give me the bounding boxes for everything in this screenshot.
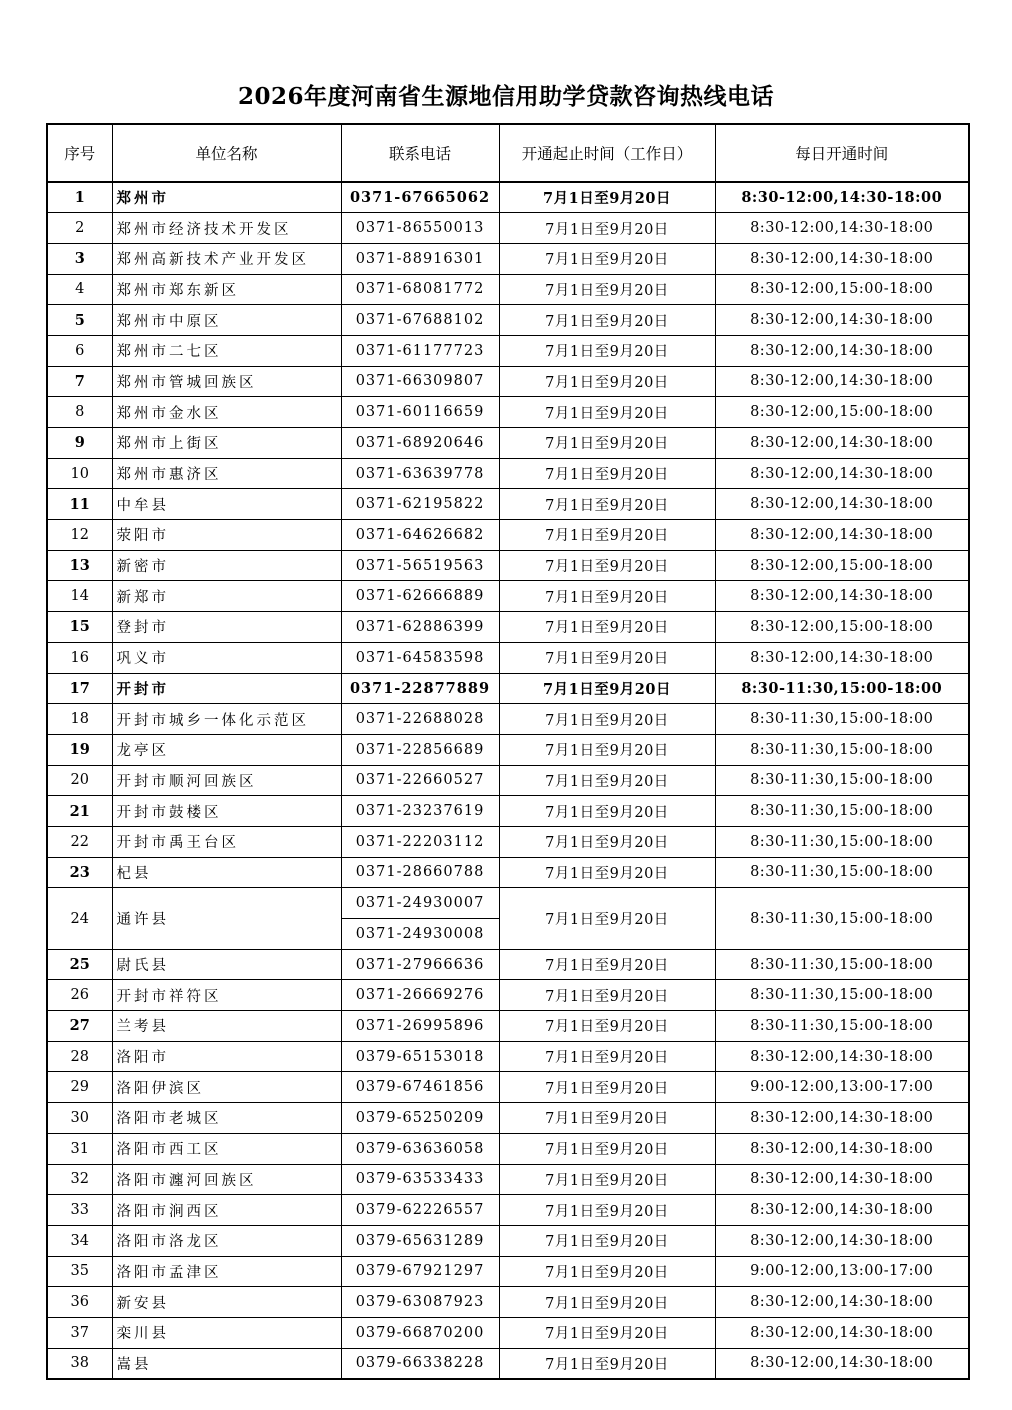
row-daily-hours: 9:00-12:00,13:00-17:00 [715,1256,969,1287]
row-seq: 7 [47,366,112,397]
row-daily-hours: 8:30-12:00,14:30-18:00 [715,458,969,489]
table-row [47,458,969,489]
row-phone: 0379-67461856 [341,1072,499,1103]
row-unit-name: 郑州市惠济区 [112,458,341,489]
row-phone: 0379-63533433 [341,1164,499,1195]
row-phone: 0371-60116659 [341,397,499,428]
row-seq: 36 [47,1287,112,1318]
row-phone: 0379-62226557 [341,1195,499,1226]
row-seq: 12 [47,520,112,551]
row-unit-name: 郑州市郑东新区 [112,274,341,305]
row-daily-hours: 8:30-12:00,15:00-18:00 [715,612,969,643]
row-unit-name: 开封市顺河回族区 [112,765,341,796]
row-period: 7月1日至9月20日 [499,397,715,428]
row-phone: 0379-63087923 [341,1287,499,1318]
table-row [47,1133,969,1164]
row-unit-name: 龙亭区 [112,734,341,765]
row-seq: 32 [47,1164,112,1195]
table-row [47,1164,969,1195]
table-row [47,1317,969,1348]
table-row [47,581,969,612]
table-row [47,888,969,919]
row-phone: 0371-68081772 [341,274,499,305]
row-period: 7月1日至9月20日 [499,1164,715,1195]
row-period: 7月1日至9月20日 [499,428,715,459]
row-daily-hours: 8:30-12:00,14:30-18:00 [715,1164,969,1195]
table-row [47,704,969,735]
row-daily-hours: 8:30-12:00,15:00-18:00 [715,397,969,428]
row-unit-name: 杞县 [112,857,341,888]
table-row [47,397,969,428]
row-daily-hours: 8:30-12:00,14:30-18:00 [715,1195,969,1226]
row-daily-hours: 8:30-12:00,14:30-18:00 [715,581,969,612]
table-row [47,1072,969,1103]
row-period: 7月1日至9月20日 [499,213,715,244]
row-seq: 4 [47,274,112,305]
row-phone: 0379-63636058 [341,1133,499,1164]
row-daily-hours: 8:30-11:30,15:00-18:00 [715,796,969,827]
row-seq: 33 [47,1195,112,1226]
table-row [47,182,969,213]
row-daily-hours: 8:30-11:30,15:00-18:00 [715,765,969,796]
row-phone: 0379-65631289 [341,1225,499,1256]
hotline-table [46,123,970,1380]
row-period: 7月1日至9月20日 [499,243,715,274]
table-row [47,305,969,336]
table-row [47,428,969,459]
row-unit-name: 洛阳市西工区 [112,1133,341,1164]
row-daily-hours: 8:30-12:00,14:30-18:00 [715,1103,969,1134]
row-seq: 28 [47,1041,112,1072]
row-unit-name: 开封市禹王台区 [112,826,341,857]
row-period: 7月1日至9月20日 [499,366,715,397]
row-daily-hours: 8:30-11:30,15:00-18:00 [715,857,969,888]
row-daily-hours: 8:30-12:00,14:30-18:00 [715,1317,969,1348]
table-row [47,980,969,1011]
row-phone: 0379-65153018 [341,1041,499,1072]
row-daily-hours: 8:30-12:00,14:30-18:00 [715,1287,969,1318]
table-row [47,857,969,888]
row-seq: 8 [47,397,112,428]
row-period: 7月1日至9月20日 [499,1348,715,1379]
row-daily-hours: 8:30-12:00,14:30-18:00 [715,213,969,244]
row-unit-name: 洛阳市老城区 [112,1103,341,1134]
row-phone: 0371-26995896 [341,1011,499,1042]
row-unit-name: 郑州市二七区 [112,335,341,366]
row-seq: 10 [47,458,112,489]
row-phone: 0371-62666889 [341,581,499,612]
row-unit-name: 嵩县 [112,1348,341,1379]
row-unit-name: 郑州高新技术产业开发区 [112,243,341,274]
row-period: 7月1日至9月20日 [499,1072,715,1103]
row-period: 7月1日至9月20日 [499,305,715,336]
row-daily-hours: 9:00-12:00,13:00-17:00 [715,1072,969,1103]
row-daily-hours: 8:30-11:30,15:00-18:00 [715,673,969,704]
row-seq: 35 [47,1256,112,1287]
row-phone: 0371-61177723 [341,335,499,366]
row-daily-hours: 8:30-12:00,14:30-18:00 [715,1348,969,1379]
row-phone: 0371-28660788 [341,857,499,888]
table-row [47,949,969,980]
row-unit-name: 新密市 [112,550,341,581]
row-phone: 0379-66338228 [341,1348,499,1379]
row-seq: 25 [47,949,112,980]
row-seq: 17 [47,673,112,704]
table-row [47,1195,969,1226]
row-daily-hours: 8:30-12:00,14:30-18:00 [715,243,969,274]
row-seq: 6 [47,335,112,366]
row-unit-name: 郑州市管城回族区 [112,366,341,397]
table-row [47,612,969,643]
row-unit-name: 洛阳市洛龙区 [112,1225,341,1256]
table-body [47,182,969,1379]
row-period: 7月1日至9月20日 [499,274,715,305]
header-daily-hours: 每日开通时间 [715,124,969,182]
row-unit-name: 开封市 [112,673,341,704]
row-unit-name: 巩义市 [112,642,341,673]
row-daily-hours: 8:30-11:30,15:00-18:00 [715,734,969,765]
row-seq: 16 [47,642,112,673]
row-unit-name: 郑州市金水区 [112,397,341,428]
row-phone: 0371-26669276 [341,980,499,1011]
row-unit-name: 郑州市经济技术开发区 [112,213,341,244]
row-daily-hours: 8:30-11:30,15:00-18:00 [715,704,969,735]
table-row [47,489,969,520]
row-daily-hours: 8:30-12:00,14:30-18:00 [715,182,969,213]
table-row [47,1103,969,1134]
row-seq: 9 [47,428,112,459]
row-seq: 27 [47,1011,112,1042]
row-unit-name: 开封市鼓楼区 [112,796,341,827]
row-unit-name: 洛阳伊滨区 [112,1072,341,1103]
row-period: 7月1日至9月20日 [499,1011,715,1042]
row-daily-hours: 8:30-12:00,14:30-18:00 [715,1133,969,1164]
table-row [47,366,969,397]
table-row [47,243,969,274]
row-daily-hours: 8:30-11:30,15:00-18:00 [715,1011,969,1042]
row-period: 7月1日至9月20日 [499,765,715,796]
row-phone: 0371-62886399 [341,612,499,643]
row-unit-name: 郑州市中原区 [112,305,341,336]
row-phone: 0371-62195822 [341,489,499,520]
table-header-row [47,124,969,182]
row-period: 7月1日至9月20日 [499,182,715,213]
row-period: 7月1日至9月20日 [499,1317,715,1348]
row-period: 7月1日至9月20日 [499,673,715,704]
row-phone: 0371-22660527 [341,765,499,796]
row-phone: 0371-24930008 [341,919,499,950]
row-unit-name: 开封市城乡一体化示范区 [112,704,341,735]
row-period: 7月1日至9月20日 [499,888,715,949]
row-phone: 0371-88916301 [341,243,499,274]
row-period: 7月1日至9月20日 [499,857,715,888]
row-phone: 0371-24930007 [341,888,499,919]
row-seq: 11 [47,489,112,520]
row-period: 7月1日至9月20日 [499,458,715,489]
table-row [47,642,969,673]
row-period: 7月1日至9月20日 [499,520,715,551]
row-unit-name: 洛阳市孟津区 [112,1256,341,1287]
row-seq: 19 [47,734,112,765]
row-phone: 0371-86550013 [341,213,499,244]
row-daily-hours: 8:30-12:00,14:30-18:00 [715,642,969,673]
row-unit-name: 通许县 [112,888,341,949]
row-seq: 1 [47,182,112,213]
row-seq: 31 [47,1133,112,1164]
row-period: 7月1日至9月20日 [499,1287,715,1318]
row-daily-hours: 8:30-11:30,15:00-18:00 [715,888,969,949]
row-seq: 20 [47,765,112,796]
table-row [47,274,969,305]
table-row [47,1041,969,1072]
row-period: 7月1日至9月20日 [499,642,715,673]
table-row [47,826,969,857]
row-unit-name: 兰考县 [112,1011,341,1042]
row-unit-name: 洛阳市涧西区 [112,1195,341,1226]
row-seq: 26 [47,980,112,1011]
row-phone: 0371-22203112 [341,826,499,857]
row-seq: 29 [47,1072,112,1103]
row-unit-name: 尉氏县 [112,949,341,980]
row-seq: 5 [47,305,112,336]
row-phone: 0371-22877889 [341,673,499,704]
row-phone: 0379-66870200 [341,1317,499,1348]
row-period: 7月1日至9月20日 [499,1041,715,1072]
document-title: 2026年度河南省生源地信用助学贷款咨询热线电话 [237,83,774,110]
table-row [47,1011,969,1042]
table-row [47,1348,969,1379]
table-row [47,673,969,704]
row-daily-hours: 8:30-11:30,15:00-18:00 [715,949,969,980]
table-row [47,1225,969,1256]
row-seq: 23 [47,857,112,888]
table-row [47,1287,969,1318]
row-daily-hours: 8:30-12:00,14:30-18:00 [715,520,969,551]
row-daily-hours: 8:30-11:30,15:00-18:00 [715,980,969,1011]
table-row [47,550,969,581]
table-row [47,335,969,366]
row-unit-name: 郑州市 [112,182,341,213]
row-period: 7月1日至9月20日 [499,704,715,735]
row-seq: 38 [47,1348,112,1379]
row-unit-name: 开封市祥符区 [112,980,341,1011]
row-phone: 0371-68920646 [341,428,499,459]
header-phone: 联系电话 [341,124,499,182]
row-daily-hours: 8:30-12:00,15:00-18:00 [715,550,969,581]
row-phone: 0371-22688028 [341,704,499,735]
row-period: 7月1日至9月20日 [499,949,715,980]
row-seq: 13 [47,550,112,581]
table-row [47,1256,969,1287]
row-unit-name: 登封市 [112,612,341,643]
row-seq: 34 [47,1225,112,1256]
table-row [47,796,969,827]
row-period: 7月1日至9月20日 [499,734,715,765]
row-unit-name: 洛阳市 [112,1041,341,1072]
table-row [47,213,969,244]
row-daily-hours: 8:30-12:00,14:30-18:00 [715,366,969,397]
row-daily-hours: 8:30-12:00,14:30-18:00 [715,335,969,366]
row-unit-name: 荥阳市 [112,520,341,551]
row-seq: 14 [47,581,112,612]
row-phone: 0379-67921297 [341,1256,499,1287]
row-phone: 0371-64583598 [341,642,499,673]
row-period: 7月1日至9月20日 [499,1256,715,1287]
row-unit-name: 栾川县 [112,1317,341,1348]
row-phone: 0371-64626682 [341,520,499,551]
row-period: 7月1日至9月20日 [499,826,715,857]
header-period: 开通起止时间（工作日） [499,124,715,182]
row-seq: 3 [47,243,112,274]
header-unit-name: 单位名称 [112,124,341,182]
row-phone: 0371-67665062 [341,182,499,213]
row-daily-hours: 8:30-12:00,15:00-18:00 [715,274,969,305]
row-period: 7月1日至9月20日 [499,980,715,1011]
row-period: 7月1日至9月20日 [499,796,715,827]
row-period: 7月1日至9月20日 [499,1225,715,1256]
row-seq: 30 [47,1103,112,1134]
row-period: 7月1日至9月20日 [499,581,715,612]
row-phone: 0371-67688102 [341,305,499,336]
row-seq: 24 [47,888,112,949]
row-seq: 2 [47,213,112,244]
row-phone: 0371-22856689 [341,734,499,765]
row-daily-hours: 8:30-12:00,14:30-18:00 [715,305,969,336]
row-unit-name: 郑州市上街区 [112,428,341,459]
row-phone: 0371-63639778 [341,458,499,489]
row-phone: 0371-66309807 [341,366,499,397]
row-daily-hours: 8:30-12:00,14:30-18:00 [715,1041,969,1072]
row-seq: 18 [47,704,112,735]
row-seq: 21 [47,796,112,827]
row-period: 7月1日至9月20日 [499,1103,715,1134]
row-period: 7月1日至9月20日 [499,489,715,520]
row-daily-hours: 8:30-12:00,14:30-18:00 [715,489,969,520]
row-daily-hours: 8:30-11:30,15:00-18:00 [715,826,969,857]
row-period: 7月1日至9月20日 [499,550,715,581]
row-seq: 37 [47,1317,112,1348]
row-unit-name: 洛阳市瀍河回族区 [112,1164,341,1195]
row-period: 7月1日至9月20日 [499,612,715,643]
row-daily-hours: 8:30-12:00,14:30-18:00 [715,428,969,459]
row-phone: 0379-65250209 [341,1103,499,1134]
row-seq: 22 [47,826,112,857]
row-unit-name: 新郑市 [112,581,341,612]
row-phone: 0371-23237619 [341,796,499,827]
row-period: 7月1日至9月20日 [499,1195,715,1226]
header-seq: 序号 [47,124,112,182]
table-row [47,520,969,551]
row-phone: 0371-56519563 [341,550,499,581]
row-period: 7月1日至9月20日 [499,1133,715,1164]
table-row [47,765,969,796]
row-phone: 0371-27966636 [341,949,499,980]
row-unit-name: 中牟县 [112,489,341,520]
table-row [47,734,969,765]
row-unit-name: 新安县 [112,1287,341,1318]
row-daily-hours: 8:30-12:00,14:30-18:00 [715,1225,969,1256]
row-seq: 15 [47,612,112,643]
row-period: 7月1日至9月20日 [499,335,715,366]
